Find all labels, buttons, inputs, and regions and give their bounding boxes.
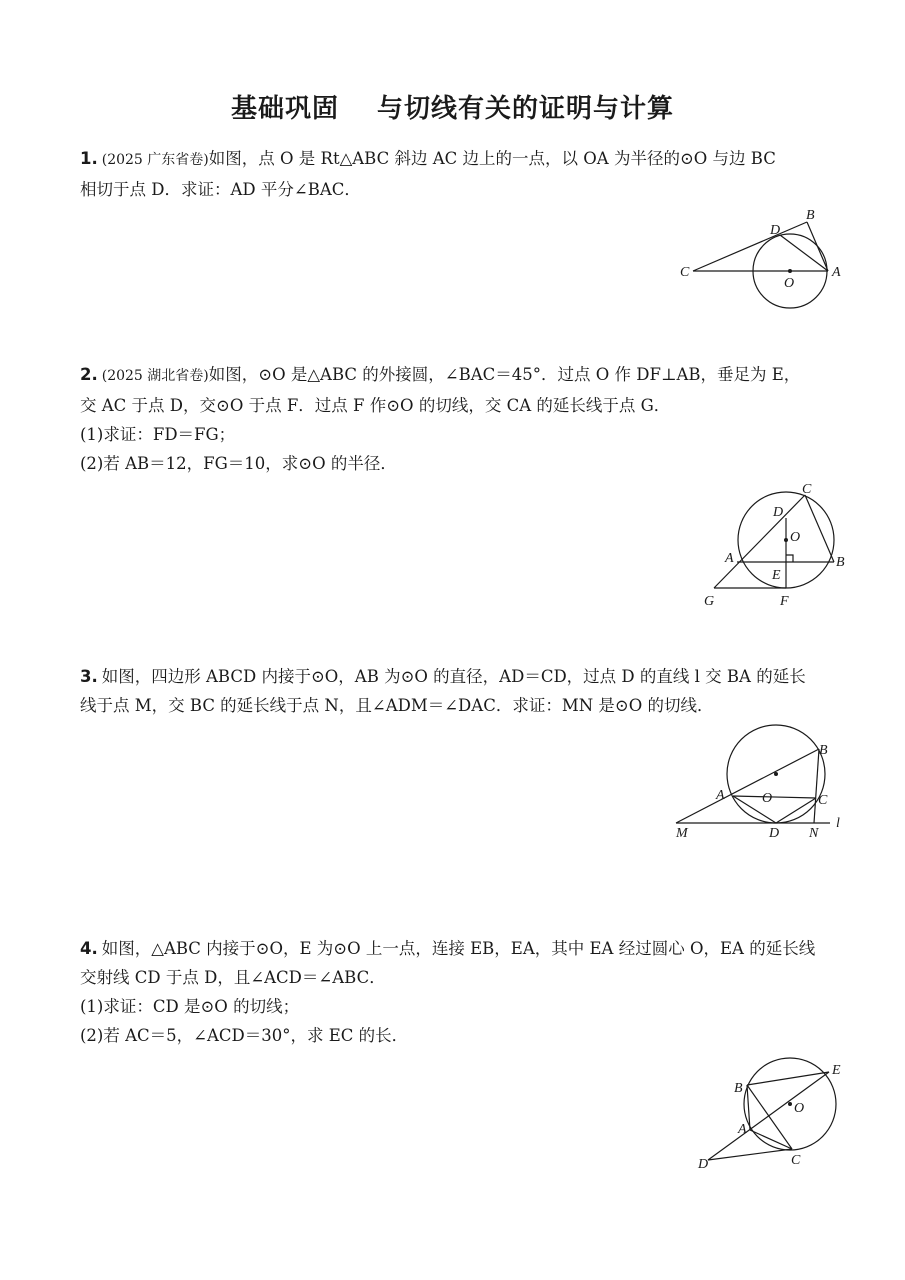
label-f: F (780, 594, 789, 609)
problem-1 (80, 144, 848, 204)
title-topic: 与切线有关的证明与计算 (377, 94, 675, 124)
problem-text-line: 相切于点 D．求证：AD 平分∠BAC． (80, 180, 361, 199)
problem-part: (2)若 AB＝12，FG＝10，求⊙O 的半径． (80, 454, 397, 473)
title-section: 基础巩固 (230, 94, 339, 124)
label-g: G (704, 594, 715, 609)
label-d: D (773, 505, 784, 520)
label-c: C (818, 793, 828, 808)
label-b: B (734, 1081, 743, 1096)
center-point (784, 538, 788, 542)
problem-text-line: 如图，点 O 是 Rt△ABC 斜边 AC 边上的一点，以 OA 为半径的⊙O 与边 BC (208, 149, 776, 168)
segment-cb (693, 222, 807, 271)
label-c: C (802, 482, 812, 497)
segment-mb (676, 749, 819, 823)
label-d: D (698, 1157, 709, 1172)
label-d: D (770, 223, 781, 238)
center-point (788, 269, 792, 273)
label-c: C (680, 265, 690, 280)
problem-part: (1)求证：FD＝FG； (80, 425, 236, 444)
label-o: O (762, 791, 773, 806)
segment-bn (814, 749, 819, 823)
problem-text-line: 如图，四边形 ABCD 内接于⊙O，AB 为⊙O 的直径，AD＝CD，过点 D 的直线 l 交 BA 的延长 (101, 667, 806, 686)
figure-problem-3 (668, 722, 858, 847)
label-b: B (819, 743, 828, 758)
problem-source: (2025 湖北省卷) (101, 368, 209, 384)
figure-problem-1 (670, 200, 860, 320)
page-title (0, 88, 905, 125)
label-e: E (772, 568, 781, 583)
problem-text-line: 如图，⊙O 是△ABC 的外接圆，∠BAC＝45°．过点 O 作 DF⊥AB，垂足为 E， (208, 365, 801, 384)
figure-problem-2 (690, 478, 860, 613)
label-a: A (716, 788, 725, 803)
problem-text-line: 交 AC 于点 D，交⊙O 于点 F．过点 F 作⊙O 的切线，交 CA 的延长线于点 G． (80, 396, 671, 415)
problem-number: 1. (80, 149, 98, 168)
label-e: E (832, 1063, 841, 1078)
problem-number: 4. (80, 939, 98, 958)
label-a: A (738, 1122, 747, 1137)
problem-4 (80, 934, 848, 1050)
problem-2 (80, 360, 848, 478)
label-c: C (791, 1153, 801, 1168)
label-l: l (836, 816, 840, 831)
problem-number: 3. (80, 667, 98, 686)
figure-problem-4 (696, 1050, 856, 1175)
label-o: O (794, 1101, 805, 1116)
problem-3 (80, 662, 848, 720)
center-point (788, 1102, 792, 1106)
problem-source: (2025 广东省卷) (101, 152, 209, 168)
problem-part: (1)求证：CD 是⊙O 的切线； (80, 997, 300, 1016)
label-o: O (784, 276, 795, 291)
label-a: A (725, 551, 734, 566)
right-angle-mark (786, 555, 793, 562)
label-d: D (769, 826, 780, 841)
problem-text-line: 如图，△ABC 内接于⊙O，E 为⊙O 上一点，连接 EB，EA，其中 EA 经过圆心 O，EA 的延长线 (101, 939, 816, 958)
label-a: A (832, 265, 841, 280)
problem-part: (2)若 AC＝5，∠ACD＝30°，求 EC 的长． (80, 1026, 409, 1045)
problem-number: 2. (80, 365, 98, 384)
problem-text-line: 交射线 CD 于点 D，且∠ACD＝∠ABC． (80, 968, 386, 987)
label-b: B (806, 208, 815, 223)
label-b: B (836, 555, 845, 570)
segment-ac (733, 796, 816, 798)
label-n: N (809, 826, 819, 841)
label-o: O (790, 530, 801, 545)
segment-eb (747, 1072, 829, 1085)
problem-text-line: 线于点 M，交 BC 的延长线于点 N，且∠ADM＝∠DAC．求证：MN 是⊙O 的切线． (80, 696, 714, 715)
label-m: M (676, 826, 688, 841)
center-point (774, 772, 778, 776)
